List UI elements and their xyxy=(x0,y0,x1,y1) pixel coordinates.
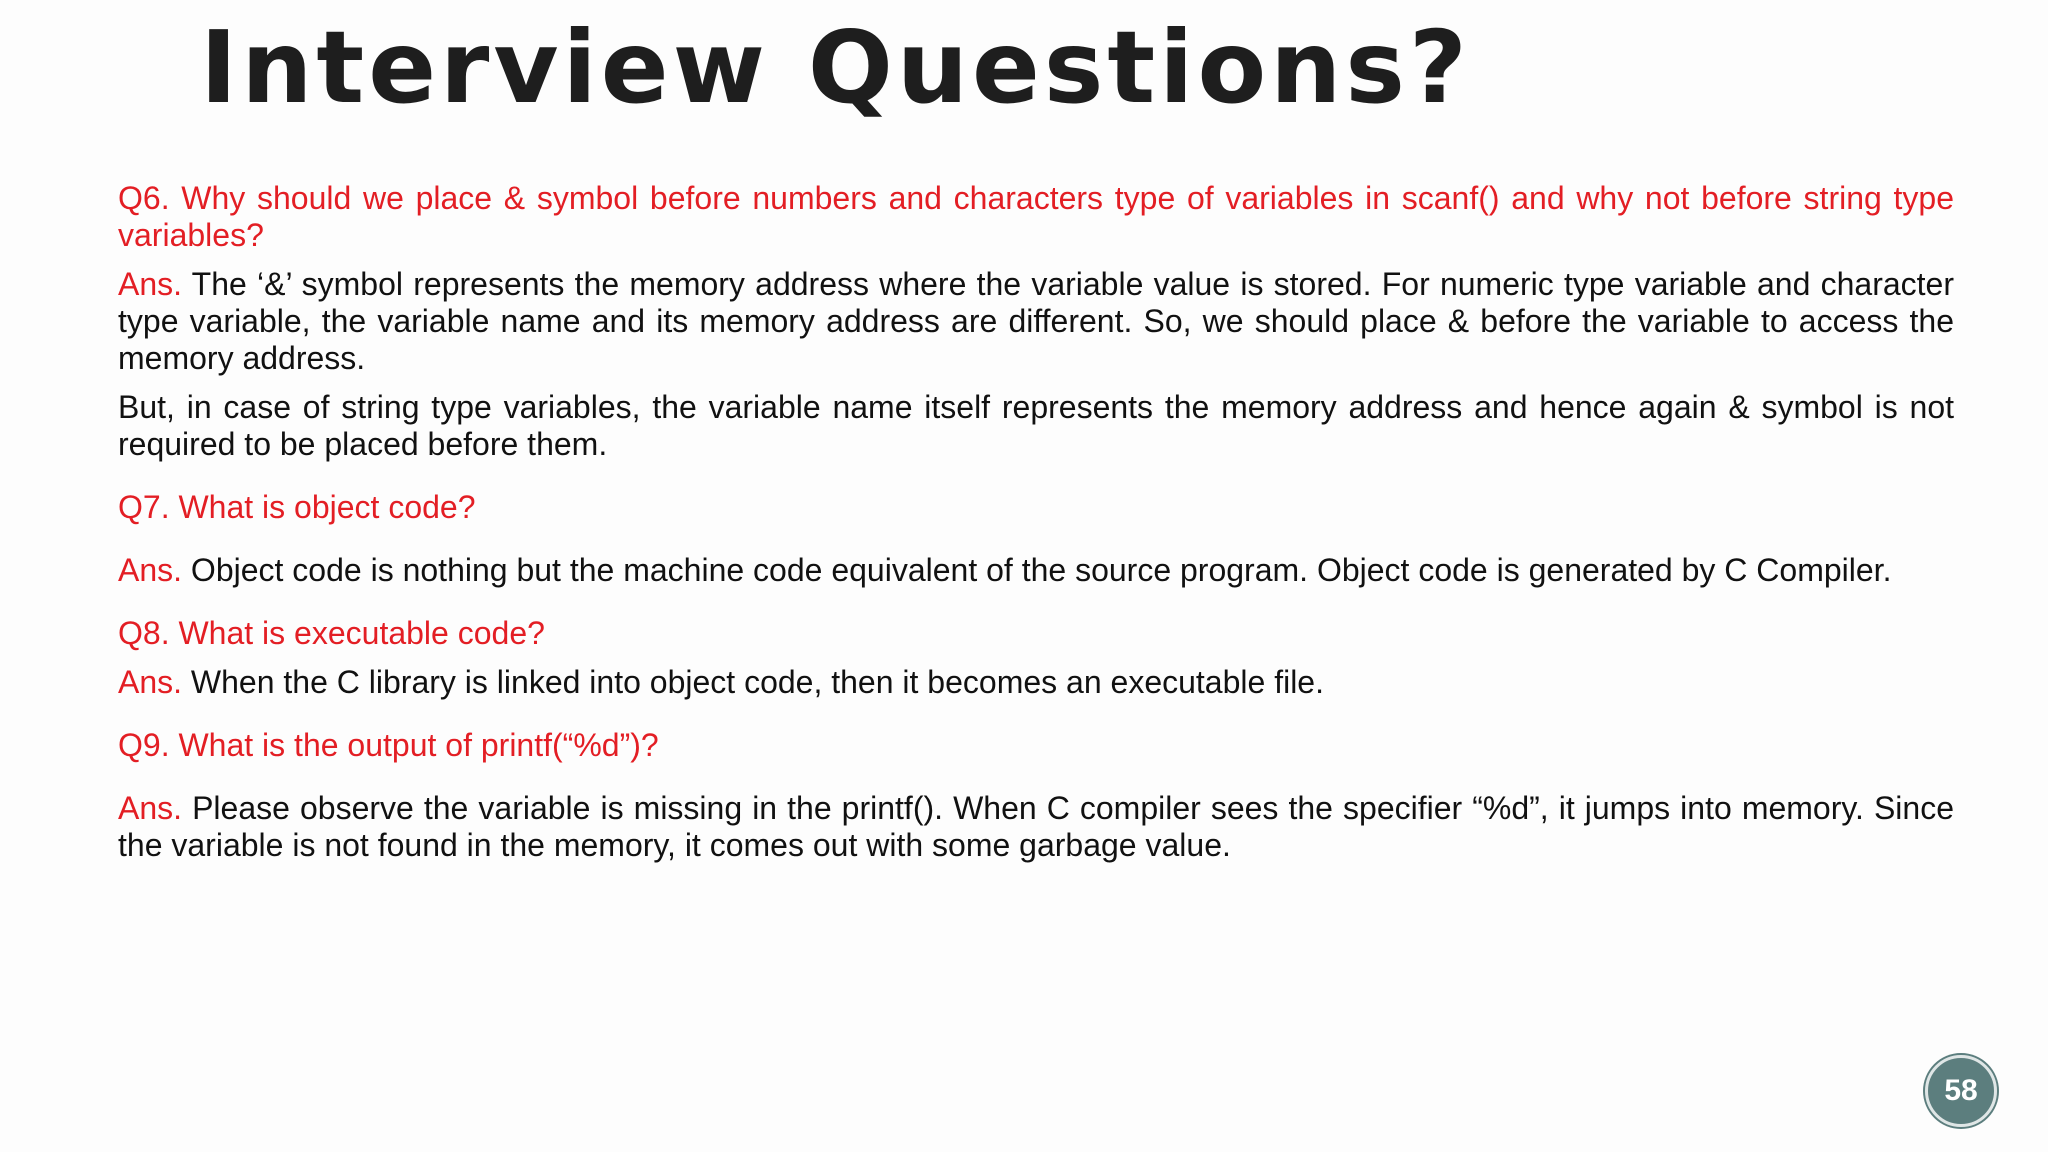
answer-text: The ‘&’ symbol represents the memory address where the variable value is stored. For numeric type variable and character type variable, the variable name and its memory address are different. So, we should place & before the variable to access the memory address. xyxy=(118,266,1954,376)
page-number-badge: 58 xyxy=(1925,1055,1997,1127)
answer-text: Object code is nothing but the machine code equivalent of the source program. Object code is generated by C Compiler. xyxy=(182,552,1892,588)
question-q8: Q8. What is executable code? xyxy=(118,615,545,651)
question-q7: Q7. What is object code? xyxy=(118,489,476,525)
answer-label: Ans. xyxy=(118,790,183,826)
question-q9: Q9. What is the output of printf(“%d”)? xyxy=(118,727,659,763)
answer-label: Ans. xyxy=(118,266,183,302)
qa-content xyxy=(118,180,1954,864)
answer-label: Ans. xyxy=(118,552,183,588)
slide-title: Interview Questions? xyxy=(200,9,1471,126)
answer-text: When the C library is linked into object code, then it becomes an executable file. xyxy=(182,664,1324,700)
question-q6: Q6. Why should we place & symbol before numbers and characters type of variables in scanf() and why not before string type variables? xyxy=(118,180,1954,253)
answer-label: Ans. xyxy=(118,664,183,700)
answer-q8 xyxy=(118,664,1954,701)
answer-q7 xyxy=(118,552,1954,589)
answer-q6-continued: But, in case of string type variables, the variable name itself represents the memory address and hence again & symbol is not required to be placed before them. xyxy=(118,389,1954,462)
answer-text: Please observe the variable is missing in the printf(). When C compiler sees the specifier “%d”, it jumps into memory. Since the variable is not found in the memory, it comes out with some garbage value. xyxy=(118,790,1954,863)
answer-q9 xyxy=(118,790,1954,864)
answer-q6 xyxy=(118,266,1954,377)
